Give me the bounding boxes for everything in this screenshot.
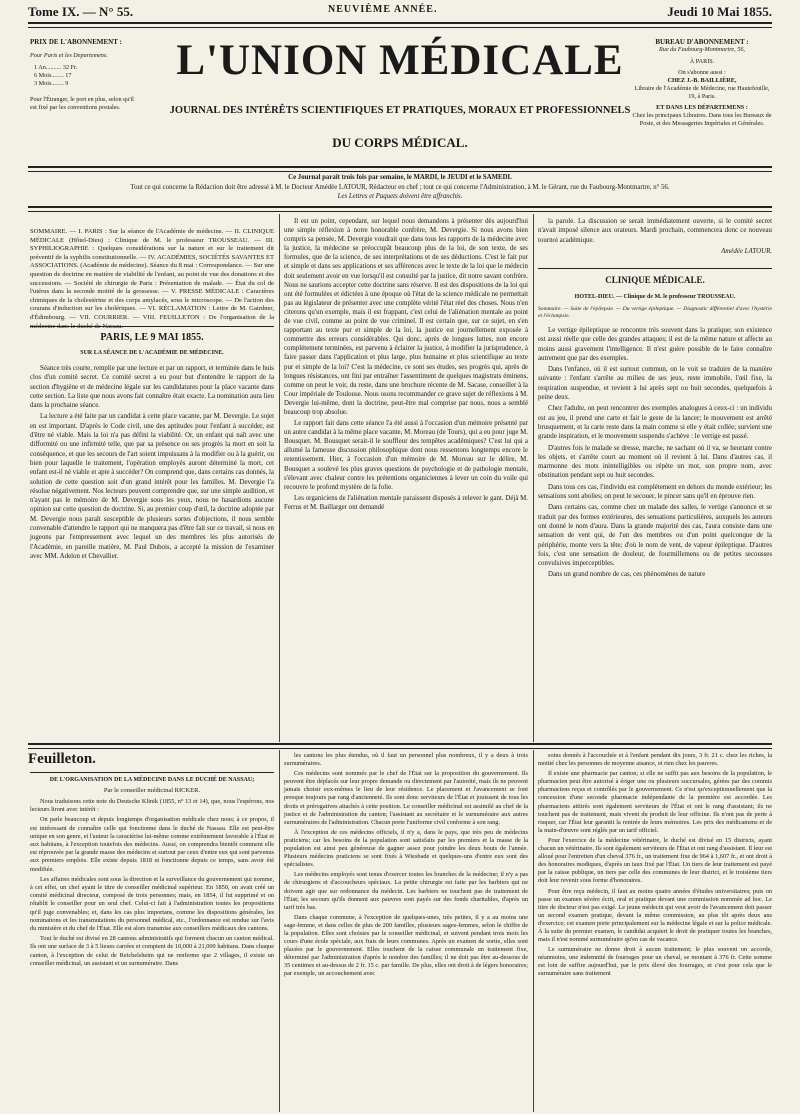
bureau-departements-detail: Chez les principaux Libraires. Dans tous les Bureaux de Poste, et des Messageries Impériales et Générales. (632, 112, 772, 127)
column-rule-2 (533, 214, 534, 742)
feuilleton-title: Feuilleton. (28, 751, 96, 767)
masthead-title: L'UNION MÉDICALE (176, 37, 624, 84)
feuilleton-paragraph: Ces médecins sont nommés par le chef de l'État sur la proposition du gouvernement. Ils peuvent être déplacés sur leur propre demande ou directement par l'autorité, mais ils ne peuvent jamais choisir eux-mêmes le lieu de leur résidence. Le placement et l'avancement se font presque toujours par rang d'ancienneté. Ils sont donc serviteurs de l'État et jouissent de tous les droits et prérogatives attachés à cette position. Le conseiller médicinal est assimilé au chef de la justice et de l'administration du canton; l'assistant au secrétaire et le surnuméraire aux autres surnuméraires de l'administration. Chacun porte l'uniforme civil conforme à son rang. (284, 770, 528, 826)
column-rule-1 (279, 214, 280, 742)
hotel-dieu-line: HOTEL-DIEU. — Clinique de M. le professeur TROUSSEAU. (574, 294, 736, 300)
masthead-subtitle: JOURNAL DES INTÉRÊTS SCIENTIFIQUES ET PRATIQUES, MORAUX ET PROFESSIONNELS (169, 105, 631, 116)
feuilleton-col-3 (538, 752, 772, 981)
feuilleton-rule (28, 743, 772, 749)
bureau-paris: À PARIS. (689, 58, 715, 65)
paris-article (30, 364, 274, 563)
bureau-note: On s'abonne aussi : (678, 69, 726, 76)
bureau-heading: BUREAU D'ABONNEMENT : (655, 38, 749, 46)
paris-dateline: PARIS, LE 9 MAI 1855. (100, 332, 204, 343)
paris-section-title: SUR LA SÉANCE DE L'ACADÉMIE DE MÉDECINE. (80, 350, 224, 356)
feuilleton-paragraph: Nous traduisons cette note du Deutsche Klinik (1855, n° 13 et 14), que, nous l'espérons, nos lecteurs liront avec intérêt : (30, 798, 274, 814)
price-heading: PRIX DE L'ABONNEMENT : (30, 38, 122, 46)
paris-paragraph: La lecture a été faite par un candidat à cette place vacante, par M. Devergie. Le sujet en est important. D'après le Code civil, une des aptitudes pour l'enfant à succéder, est d'être né viable. Mais la loi n'a pas défini la viabilité. Or, un enfant qui naît avec une difformité ou une infirmité telle, que par sa présence ou ses progrès la mort en soit la conséquence, et que les secours de l'art soient impuissans à la modifier ou à la guérir, ou bien pour laquelle le traitement, l'opération employés auront déterminé la mort, cet enfant est-il né viable et apte à succéder? On comprend que, dans certains cas donnés, la solution de cette question soit d'un grand intérêt pour les familles. M. Devergie l'a résolue négativement. Nos lecteurs peuvent comprendre que, sur une simple audition, et n'ayant pas le mémoire de M. Devergie sous les yeux, nous ne hasardions aucune opinion sur cette question de doctrine. Si, au premier coup d'œil, la doctrine adoptée par M. Devergie nous paraît susceptible de plusieurs sortes d'objections, il nous semble convenable d'attendre le rapport qui ne manquera pas d'être fait sur ce travail, si nous en jugeons par l'empressement avec lequel un des membres les plus autorisés de l'Académie, en pareille matière, M. Paul Dubois, a accepté la mission de l'examiner avec MM. Adelon et Chevallier. (30, 413, 274, 560)
sommaire: SOMMAIRE. — I. PARIS : Sur la séance de l'Académie de médecine. — II. CLINIQUE MÉDICALE (Hôtel-Dieu) : Clinique de M. le professeur TROUSSEAU. — III. SYPHILIOGRAPHIE : Quelques considérations sur la nature et sur le traitement dit préventif de la syphilis constitutionnelle. — IV. ACADÉMIES, SOCIÉTÉS SAVANTES ET ASSOCIATIONS. (Académie de médecine). Séance du 8 mai : Correspondance. — Sur une question de doctrine en matière de viabilité de l'enfant, au point de vue des donations et des successions. — Société de chirurgie de Paris : Présentation de malade. — État du col de l'utérus dans la seconde moitié de la grossesse. — V. PRESSE MÉDICALE : Caractères chimiques de la cholestérine et des corps amylacés, sous le microscope. — De l'action des courans d'induction sur les cholériques. — VI. RÉCLAMATION : Lettre de M. Gairdner, d'Édimbourg. — VII. COURRIER. — VIII. FEUILLETON : De l'organisation de la médecine dans le duché de Nassau. (30, 228, 274, 330)
middle-paragraph: Il est un point, cependant, sur lequel nous demandons à présenter dès aujourd'hui une simple réflexion à notre honorable confrère, M. Devergie. Si nous avons bien compris sa pensée, M. Devergie voudrait que dans tous les rapports de la médecine avec la justice, la médecine se préoccupât beaucoup plus de la loi, de son texte, de ses formules, que de la science, de ses interprétations et de ses déductions. C'est le fait pur et simple et dans ses applications et ses afférences avec le texte de la loi que le médecin doit seulement avoir en vue lorsqu'il est consulté par la justice, dit notre savant confrère. Nous ne saurions accepter cette doctrine sans réserve. Il est des dispositions de la loi qui ont été formulées et édictées à une époque où l'état de la science médicale ne permettait pas au législateur de présenter avec une complète vérité l'état réel des choses. Nous n'en citerons qu'un exemple, mais il est frappant, c'est celui de l'aliénation mentale au point de vue civil, comme au point de vue criminel. Il est certain que, sur ce sujet, en s'en rapportant au texte pur et simple de la loi, la justice est journellement exposée à commettre des erreurs considérables. Qui donc, après de longues luttes, non encore complètement terminées, est parvenu à éclairer la justice, à modifier la jurisprudence, à faire passer dans l'application et plus large, plus humaine et plus scientifique au texte pur et simple de la loi? C'est la médecine, ce sont ses études, ses progrès qui, après de longues résistances, ont fini par entraîner l'assentiment de quelques magistrats éminens, comme on peut le voir, du reste, dans une brochure récente de M. Sacase, conseiller à la Cour impériale de Toulouse. Nous osons recommander ce grave sujet de réflexions à M. Devergie lui-même, dont la doctrine, peut-être mal comprise par nous, nous a semblé beaucoup trop absolue. (284, 218, 528, 416)
sommaire-rule (30, 326, 274, 327)
feuilleton-paragraph: Il existe une pharmacie par canton; si elle ne suffit pas aux besoins de la population, le pharmacien peut être autorisé à ériger une ou plusieurs succursales, gérées par des commis pharmaciens reçus et contrôlés par le gouvernement. Ce n'est qu'exceptionnellement que la concession d'une seconde pharmacie indépendante de la première est accordée. Les pharmaciens attitrés sont également serviteurs de l'État et ont le rang d'assistant; ils ne touchent pas de traitement, mais vivent du produit de leur officine. Ils n'ont pas de perte à risquer, car l'État leur garantit la rentrée de leurs mémoires. Les prix des médicamens et de la main-d'œuvre sont réglés par un tarif officiel. (538, 770, 772, 834)
tome-number: Tome IX. — N° 55. (28, 4, 134, 19)
feuilleton-paragraph: Les affaires médicales sont sous la direction et la surveillance du gouvernement qui nomme, à cet effet, un chef ayant le titre de conseiller médicinal supérieur. En 1850, on avait créé un comité médicinal directeur, composé de trois personnes; mais, en 1854, il fut supprimé et on rétablit le conseiller pour un seul chef. Celui-ci fait à l'administration toutes les propositions qu'il juge convenables; et, dans les cas plus importans, comme les dispositions générales, les nominations et les transmutations du personnel médical, etc., l'ordonnance est rendue sur l'avis du ministère et du chef de l'État. Elle est alors transmise aux conseillers médicaux des cantons. (30, 875, 274, 933)
clinique-sommaire: Sommaire. — Suite de l'épilepsie. — Du vertige épileptique. — Diagnostic différentiel d'avec l'hystérie et l'éclampsie. (538, 306, 772, 320)
middle-article (284, 217, 528, 514)
feuilleton-byline: Par le conseiller médicinal RICKER. (103, 787, 201, 794)
price-foreign: Pour l'Étranger, le port en plus, selon qu'il est fixé par les conventions postales. (30, 96, 134, 111)
clinique-paragraph: Le vertige épileptique se rencontre très souvent dans la pratique; son existence est aussi réelle que celle des grandes attaques; il est de la même nature et affecte au moins aussi gravement l'intelligence. Il n'est guère possible de le faire connaître autrement que par des exemples. (538, 327, 772, 362)
feuilleton-section-title: DE L'ORGANISATION DE LA MÉDECINE DANS LE DUCHÉ DE NASSAU; (49, 777, 255, 783)
bureau-departements: ET DANS LES DÉPARTEMENS : (656, 104, 748, 111)
masthead-rule (28, 166, 772, 172)
price-six-months: 6 Mois........ 17 (34, 72, 72, 79)
signature: Amédée LATOUR. (721, 247, 772, 255)
feuilleton-paragraph: On parle beaucoup et depuis longtemps d'organisation médicale chez nous; à ce propos, il est intéressant de connaître celle qui fonctionne dans le duché de Nassau. Elle est peut-être unique en son genre, et l'auteur la caractérise lui-même comme extrêmement favorable à l'État et aux habitans, à l'exception toutefois des médecins. Aussi, on comprendra bientôt comment elle est réprouvée par la grande masse des médecins et surtout par ceux d'entre eux qui sont parvenus aux premiers emplois. Elle existe depuis 1818 et fonctionne depuis ce temps, sans avoir été modifiée. (30, 816, 274, 873)
clinique-heading: CLINIQUE MÉDICALE. (605, 275, 705, 285)
clinique-rule (538, 268, 772, 269)
clinique-article (538, 326, 772, 582)
clinique-paragraph: Chez l'adulte, on peut rencontrer des exemples analogues à ceux-ci : un individu est au jeu, il prend une carte et fait le geste de la lancer; le mouvement est arrêté brusquement, et la carte reste dans la main comme si elle y était collée; survient une grande inspiration, et le mouvement suspendu s'achève : le vertige est passé. (538, 405, 772, 441)
feuilleton-paragraph: Les médecins employés sont tenus d'exercer toutes les branches de la médecine; il n'y a pas de chirurgiens et d'accoucheurs spéciaux. La petite chirurgie est faite par les barbiers qui ne doivent agir que sur ordonnance du médecin. Les barbiers ne touchent pas de traitement de l'État; les secours qu'ils donnent aux pauvres sont payés sur des fonds charitables, d'après un tarif très bas. (284, 871, 528, 911)
column-rule-4 (533, 750, 534, 1112)
feuilleton-col-1 (30, 798, 274, 970)
publication-notice (28, 173, 772, 202)
feuilleton-title-rule (30, 772, 274, 773)
notice-line-1: Ce Journal paraît trois fois par semaine, le MARDI, le JEUDI et le SAMEDI. (288, 174, 512, 181)
feuilleton-paragraph: Le surnuméraire ne donne droit à aucun traitement; le plus souvent on accorde, néanmoins, une indemnité de fourrages pour un cheval, se montant à 376 fr. Cette somme est loin de suffire aujourd'hui, par le prix élevé des fourrages, et c'est pour cela que le surnuméraire sans traitement (538, 946, 772, 978)
notice-rule (28, 206, 772, 212)
bureau-address: Rue du Faubourg-Montmartre, 56, (659, 46, 745, 53)
edition-year: NEUVIÈME ANNÉE. (328, 4, 438, 15)
feuilleton-col-2 (284, 752, 528, 981)
clinique-paragraph: Dans un grand nombre de cas, ces phénomènes de nature (548, 571, 706, 579)
feuilleton-paragraph: soins donnés à l'accouchée et à l'enfant pendant dix jours, 3 fr. 21 c. chez les riches, la moitié chez les personnes de moyenne aisance, et rien chez les pauvres. (538, 752, 772, 768)
price-box (30, 38, 140, 112)
column-rule-3 (279, 750, 280, 1112)
notice-line-2: Tout ce qui concerne la Rédaction doit être adressé à M. le Docteur Amédée LATOUR, Rédacteur en chef ; tout ce qui concerne l'Administration, à M. le Gérant, rue du Faubourg-Montmartre, n° 56. (130, 183, 670, 191)
feuilleton-paragraph: Pour être reçu médecin, il faut au moins quatre années d'études universitaires; puis on passe un examen sévère écrit, oral et pratique devant une commission nommée ad hoc. Le titre de docteur n'est pas exigé. Le jeune médecin qui veut avoir de l'avancement doit passer un second examen pratique, devant la même commission, au plus tôt après deux ans d'exercice; cet examen porte principalement sur la médecine légale et sur la police médicale. À la suite du premier examen, le candidat acquiert le droit de pratiquer toutes les branches, mais il n'est nommé surnuméraire qu'en cas de vacance. (538, 887, 772, 944)
top-rule (28, 22, 772, 28)
bureau-bailliere: CHEZ J.-B. BAILLIÈRE, (667, 77, 737, 84)
top-line (28, 4, 772, 20)
issue-date: Jeudi 10 Mai 1855. (667, 4, 772, 19)
right-article (538, 217, 772, 256)
feuilleton-paragraph: Pour l'exercice de la médecine vétérinaire, le duché est divisé en 15 districts, ayant chacun un vétérinaire. Ils sont également serviteurs de l'État et ont rang d'assistant. Il leur est alloué pour l'entretien d'un cheval 376 fr., un traitement fixe de 964 à 1,607 fr., et ont droit à des honoraires modiques, d'après un taux fixé par l'État. Un tiers de leur traitement est payé par la caisse publique, un tiers par celle des communes de leur district, et le troisième tiers doit leur revenir sous forme d'honoraires. (538, 836, 772, 885)
paris-paragraph: Séance très courte, remplie par une lecture et par un rapport, et terminée dans le huis clos d'un comité secret. Ce comité secret a eu pour but d'entendre le rapport de la section d'hygiène et de médecine légale sur les candidatures pour la place vacante dans cette section. La liste que nous avons fait connaître était exacte. La nomination aura lieu dans la prochaine séance. (30, 365, 274, 410)
feuilleton-paragraph: Tout le duché est divisé en 28 cantons administratifs qui forment chacun un canton médical. Ils ont une surface de 3 à 5 lieues carrées et comptent de 10,000 à 21,000 habitans. Dans chaque canton, à l'exception de celui de Reichelsheim qui ne renferme que 2 villages, il existe un conseiller médicinal, un assistant et un surnuméraire. Dans (30, 935, 274, 967)
feuilleton-paragraph: Dans chaque commune, à l'exception de quelques-unes, très petites, il y a au moins une sage-femme, et dans celles de plus de 200 familles, plusieurs sages-femmes, selon le chiffre de la population. Elles sont choisies par le conseiller médicinal, et suivent pendant trois mois les cours d'une école spéciale, aux frais de leurs communes. Après un examen de sortie, elles sont placées par le gouvernement. Elles touchent de la caisse communale un traitement fixe, déterminé par l'administration d'après le nombre des familles; il ne doit pas être au-dessous de 35 centimes et au-dessus de 2 fr. 15 c. par famille. De plus, elles ont droit à de légers honoraires; par exemple, un accouchement avec (284, 913, 528, 978)
price-year: 1 An.......... 32 Fr. (34, 64, 78, 71)
bureau-box (632, 38, 772, 128)
bureau-librairie: Libraire de l'Académie de Médecine, rue Hautefeuille, 19, à Paris. (634, 85, 770, 100)
notice-line-3: Les Lettres et Paquets doivent être affranchis. (337, 193, 463, 200)
price-paris: Pour Paris et les Departemens. (30, 52, 108, 59)
masthead-subtitle-2: DU CORPS MÉDICAL. (332, 135, 468, 150)
clinique-paragraph: Dans certains cas, comme chez un malade des salles, le vertige s'annonce et se traduit par des formes extérieures, des sensations particulières, auxquels les auteurs ont donné le nom d'aura. Dans la grande majorité des cas, l'aura consiste dans une sensation de vent qui, de l'un des membres ou d'un point quelconque de la périphérie, monte vers la tête; d'où le nom de vent, de vapeur épileptique. D'autres fois, c'est une sensation de douleur, de fourmillemens ou de petites secousses convulsives imperceptibles. (538, 504, 772, 568)
middle-paragraph: Le rapport fait dans cette séance l'a été aussi à l'occasion d'un mémoire présenté par un autre candidat à la même place vacante, M. Moreau (de Tours), qui a eu pour juge M. Bousquet. M. Bousquet serait-il le souffleur des tempêtes académiques? C'est lui qui a allumé la fameuse discussion philosophique dont nous ressentons longtemps encore le retentissement. Hier, à l'occasion d'un mémoire de M. Moreau sur le délire, M. Bousquet a soulevé les plus graves questions de psychologie et de pathologie mentale, s'élevant avec chaleur contre les prétentions organiciennes à lever un coin du voile qui recouvre le profond mystère de la folie. (284, 420, 528, 491)
clinique-paragraph: Dans tous ces cas, l'individu est complètement en dehors du monde extérieur; les sensations sont abolies; on peut le secouer, le pincer sans qu'il en éprouve rien. (538, 483, 772, 501)
feuilleton-paragraph: les cantons les plus étendus, où il faut un personnel plus nombreux, il y a deux à trois surnuméraires. (284, 752, 528, 768)
middle-paragraph: Les organiciens de l'aliénation mentale paraissent disposés à relever le gant. Déjà M. Ferrus et M. Baillarger ont demandé (284, 494, 528, 511)
clinique-paragraph: D'autres fois le malade se dresse, marche, ne sachant où il va, se heurtant contre les objets, et s'arrête court au moment où il revient à lui. Dans d'autres cas, il marmonne des mots inintelligibles ou répète un mot, son propre nom, avec obstination pendant sept ou huit secondes. (538, 444, 772, 480)
price-three-months: 3 Mois........ 9 (34, 80, 69, 87)
clinique-paragraph: Dans l'enfance, où il est surtout commun, on le voit se traduire de la manière suivante : l'enfant s'arrête au milieu de ses jeux, reste immobile, l'œil fixe, la respiration suspendue, et revient à lui après sept ou huit secondes, quelquefois à peine deux. (538, 366, 772, 402)
feuilleton-paragraph: À l'exception de ces médecins officiels, il n'y a, dans le pays, que très peu de médecins praticiens; car les besoins de la population sont satisfaits par les premiers et la masse de la population est ainsi peu généreuse de gagner assez pour joindre les deux bouts de l'année. Plusieurs médecins praticiens se sont fixés à Wiesbade et quelques-uns d'entre eux sont des spécialistes. (284, 828, 528, 869)
right-paragraph: la parole. La discussion se serait immédiatement ouverte, si le comité secret n'avait imposé silence aux orateurs. Mardi prochain, commencera donc ce nouveau tournoi académique. (538, 218, 772, 244)
